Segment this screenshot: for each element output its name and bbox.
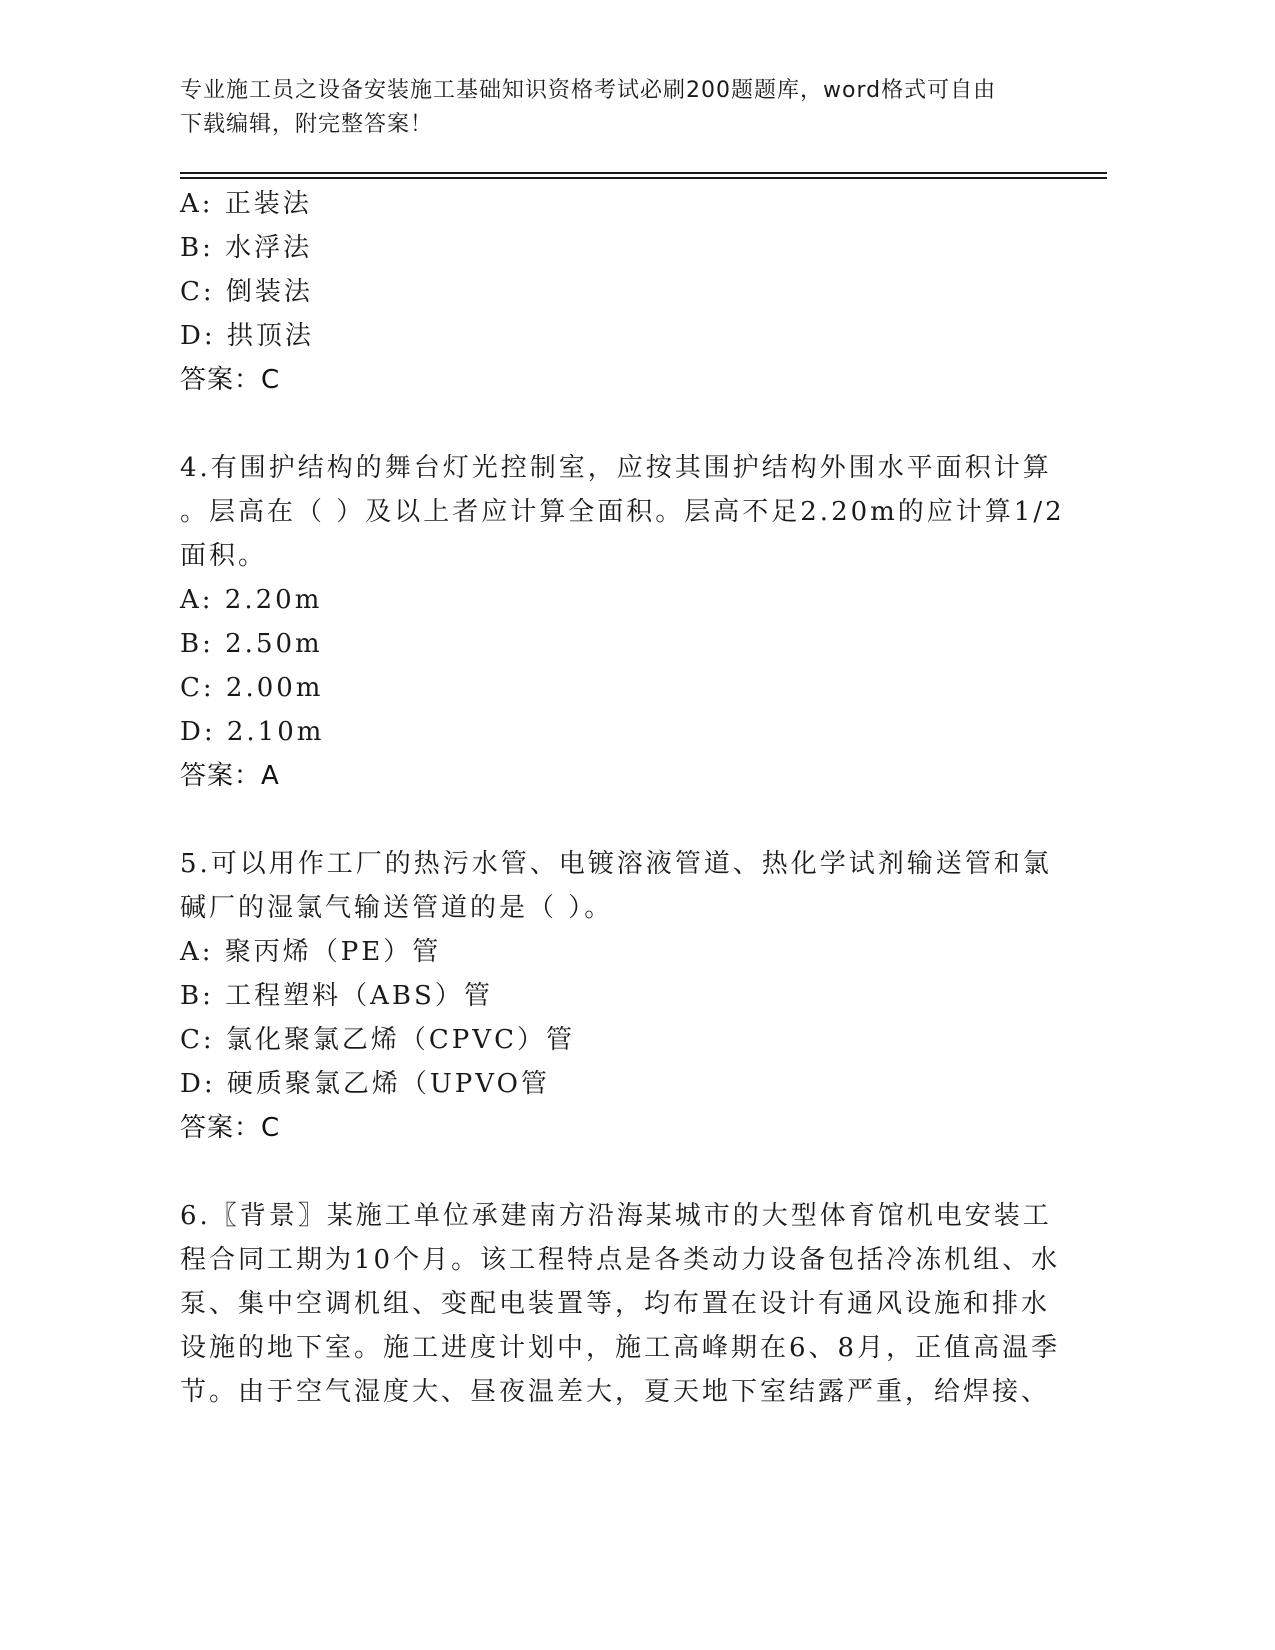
option-a: A: 正装法	[180, 189, 312, 219]
header-divider-bottom	[180, 177, 1107, 179]
question-content	[180, 182, 1065, 1414]
question-line: 泵、集中空调机组、变配电装置等，均布置在设计有通风设施和排水	[180, 1289, 1051, 1319]
option-c: C: 氯化聚氯乙烯（CPVC）管	[180, 1025, 575, 1055]
option-c: C: 2.00m	[180, 673, 324, 703]
question-line: 设施的地下室。施工进度计划中，施工高峰期在6、8月，正值高温季	[180, 1333, 1061, 1363]
option-d: D: 硬质聚氯乙烯（UPVO管	[180, 1069, 550, 1099]
spacer	[180, 798, 1040, 842]
question-line: 节。由于空气湿度大、昼夜温差大，夏天地下室结露严重，给焊接、	[180, 1377, 1051, 1407]
question-stem	[180, 446, 1065, 578]
document-header	[180, 74, 1080, 142]
answer: 答案：C	[180, 365, 281, 395]
question-line: 。层高在（ ）及以上者应计算全面积。层高不足2.20m的应计算1/2	[180, 497, 1065, 527]
question-4-block	[180, 446, 1065, 798]
option-c: C: 倒装法	[180, 277, 313, 307]
option-d: D: 拱顶法	[180, 321, 314, 351]
question-line: 6.〖背景〗某施工单位承建南方沿海某城市的大型体育馆机电安装工	[180, 1201, 1052, 1231]
question-5-block	[180, 842, 1052, 1150]
option-b: B: 水浮法	[180, 233, 313, 263]
header-divider-top	[180, 172, 1107, 174]
question-stem	[180, 842, 1052, 930]
answer: 答案：C	[180, 1113, 281, 1143]
question-stem	[180, 1194, 1061, 1414]
option-b: B: 2.50m	[180, 629, 323, 659]
question-3-block	[180, 182, 1040, 402]
question-line: 面积。	[180, 541, 268, 571]
header-line-1: 专业施工员之设备安装施工基础知识资格考试必刷200题题库，word格式可自由	[180, 78, 997, 103]
spacer	[180, 1150, 1040, 1194]
question-6-block	[180, 1194, 1061, 1414]
question-line: 5.可以用作工厂的热污水管、电镀溶液管道、热化学试剂输送管和氯	[180, 849, 1052, 879]
option-b: B: 工程塑料（ABS）管	[180, 981, 493, 1011]
question-line: 4.有围护结构的舞台灯光控制室，应按其围护结构外围水平面积计算	[180, 453, 1052, 483]
spacer	[180, 402, 1040, 446]
question-line: 程合同工期为10个月。该工程特点是各类动力设备包括冷冻机组、水	[180, 1245, 1061, 1275]
question-line: 碱厂的湿氯气输送管道的是（ ）。	[180, 893, 614, 923]
option-d: D: 2.10m	[180, 717, 325, 747]
option-a: A: 2.20m	[180, 585, 323, 615]
option-a: A: 聚丙烯（PE）管	[180, 937, 442, 967]
answer: 答案：A	[180, 761, 280, 791]
header-line-2: 下载编辑，附完整答案！	[180, 112, 434, 137]
